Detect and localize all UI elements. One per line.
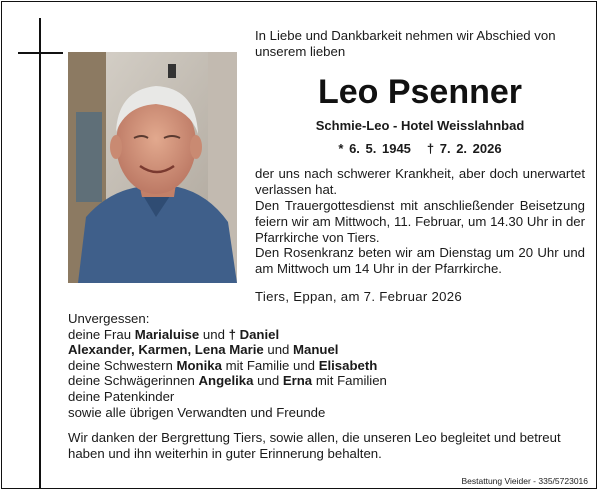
family-line-wife: deine Frau Marialuise und † Daniel	[68, 326, 280, 342]
thanks-text: Wir danken der Bergrettung Tiers, sowie allen, die unseren Leo begleitet und betreut haben und ihn weiterhin in guter Erinnerung behalten.	[68, 430, 561, 461]
birth-date: * 6. 5. 1945	[338, 141, 411, 156]
death-date: † 7. 2. 2026	[426, 141, 502, 156]
family-heading: Unvergessen:	[68, 311, 150, 326]
cross-vertical	[39, 18, 41, 488]
portrait-photo	[68, 52, 237, 283]
intro-text: In Liebe und Dankbarkeit nehmen wir Abschied von unserem lieben	[255, 28, 556, 59]
family-line-children: Alexander, Karmen, Lena Marie und Manuel	[68, 342, 339, 358]
life-dates	[255, 141, 585, 157]
paragraph-rosary: Den Rosenkranz beten wir am Dienstag um 20 Uhr und am Mittwoch um 14 Uhr in der Pfarrkirche.	[255, 245, 585, 276]
funeral-home-footer: Bestattung Vieider - 335/5723016	[461, 476, 588, 486]
deceased-name: Leo Psenner	[317, 73, 523, 111]
family-list	[68, 311, 568, 420]
family-line-sisters: deine Schwestern Monika mit Familie und Elisabeth	[68, 357, 378, 373]
paragraph-passing: der uns nach schwerer Krankheit, aber doch unerwartet verlassen hat.	[255, 166, 585, 197]
place-date: Tiers, Eppan, am 7. Februar 2026	[255, 289, 463, 304]
nickname-subtitle: Schmie-Leo - Hotel Weisslahnbad	[315, 118, 525, 133]
family-line-godchildren: deine Patenkinder	[68, 388, 175, 404]
family-line-relatives: sowie alle übrigen Verwandten und Freunde	[68, 404, 326, 420]
paragraph-funeral: Den Trauergottesdienst mit anschließender Beisetzung feiern wir am Mittwoch, 11. Februar, um 14.30 Uhr in der Pfarrkirche von Tiers.	[255, 198, 585, 245]
obituary-notice	[1, 1, 597, 489]
family-line-sisters-in-law: deine Schwägerinnen Angelika und Erna mit Familien	[68, 373, 387, 389]
cross-horizontal	[18, 52, 63, 54]
